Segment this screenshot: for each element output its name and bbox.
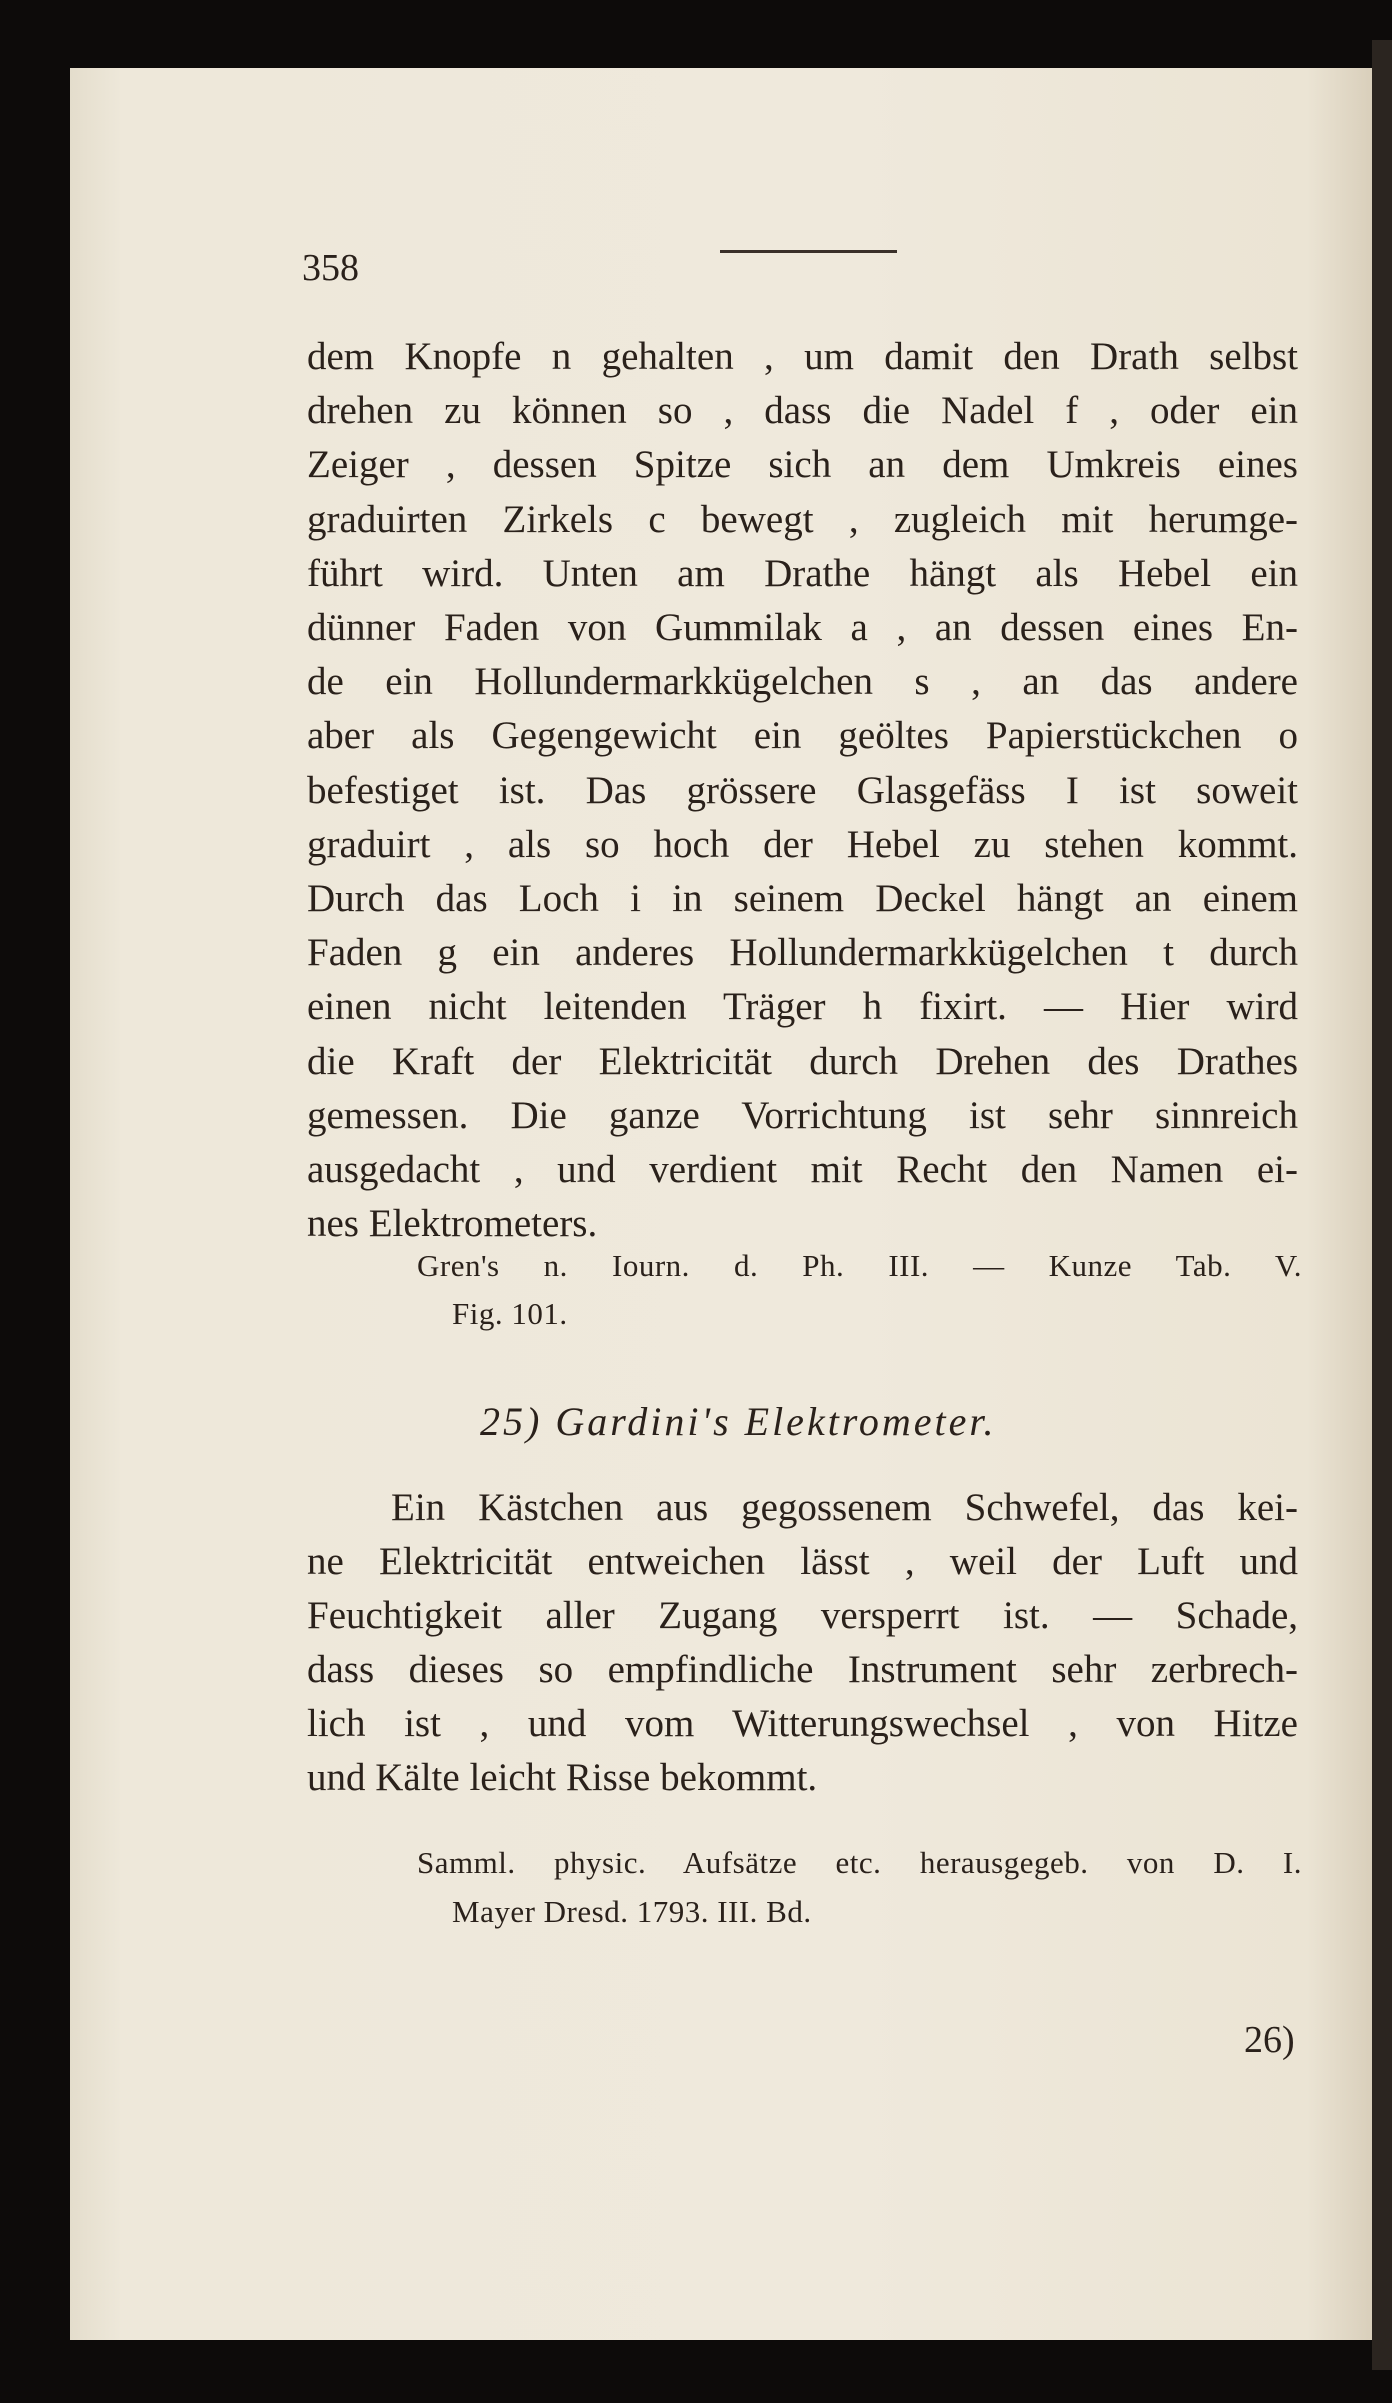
page-number: 358 xyxy=(302,247,359,289)
text-line: befestiget ist. Das grössere Glasgefäss I ist soweit xyxy=(307,768,1298,812)
text-line: Feuchtigkeit aller Zugang versperrt ist. — Schade, xyxy=(307,1594,1298,1637)
text-line: Ein Kästchen aus gegossenem Schwefel, das kei- xyxy=(391,1486,1298,1529)
text-line: aber als Gegengewicht ein geöltes Papierstückchen o xyxy=(307,714,1298,758)
text-line: die Kraft der Elektricität durch Drehen des Drathes xyxy=(307,1039,1298,1083)
text-line: dem Knopfe n gehalten , um damit den Drath selbst xyxy=(307,335,1298,378)
page-edge xyxy=(1372,40,1392,2370)
section-heading: 25) Gardini's Elektrometer. xyxy=(480,1399,997,1444)
text-line: Zeiger , dessen Spitze sich an dem Umkreis eines xyxy=(307,443,1298,487)
text-line: Faden g ein anderes Hollundermarkkügelchen t durch xyxy=(307,931,1298,975)
citation-1-line-2: Fig. 101. xyxy=(452,1296,568,1331)
citation-2-line-1: Samml. physic. Aufsätze etc. herausgegeb. von D. I. xyxy=(417,1845,1302,1880)
text-line: gemessen. Die ganze Vorrichtung ist sehr sinnreich xyxy=(307,1093,1298,1137)
text-line: ne Elektricität entweichen lässt , weil der Luft und xyxy=(307,1540,1298,1583)
text-line: graduirt , als so hoch der Hebel zu stehen kommt. xyxy=(307,822,1298,866)
header-rule xyxy=(720,250,897,253)
citation-2-line-2: Mayer Dresd. 1793. III. Bd. xyxy=(452,1894,812,1929)
text-line: Durch das Loch i in seinem Deckel hängt an einem xyxy=(307,877,1298,920)
catchword: 26) xyxy=(1244,2019,1295,2061)
text-line: dünner Faden von Gummilak a , an dessen eines En- xyxy=(307,606,1298,649)
text-line: einen nicht leitenden Träger h fixirt. — Hier wird xyxy=(307,985,1298,1029)
text-line: nes Elektrometers. xyxy=(307,1202,598,1246)
text-line: de ein Hollundermarkkügelchen s , an das andere xyxy=(307,660,1298,704)
text-line: führt wird. Unten am Drathe hängt als Hebel ein xyxy=(307,551,1298,595)
text-line: lich ist , und vom Witterungswechsel , von Hitze xyxy=(307,1702,1298,1745)
text-line: graduirten Zirkels c bewegt , zugleich mit herumge- xyxy=(307,497,1298,541)
text-line: drehen zu können so , dass die Nadel f , oder ein xyxy=(307,389,1298,433)
citation-1-line-1: Gren's n. Iourn. d. Ph. III. — Kunze Tab. V. xyxy=(417,1248,1302,1283)
text-line: dass dieses so empfindliche Instrument sehr zerbrech- xyxy=(307,1648,1298,1691)
text-line: ausgedacht , und verdient mit Recht den Namen ei- xyxy=(307,1148,1298,1191)
text-line: und Kälte leicht Risse bekommt. xyxy=(307,1756,818,1799)
